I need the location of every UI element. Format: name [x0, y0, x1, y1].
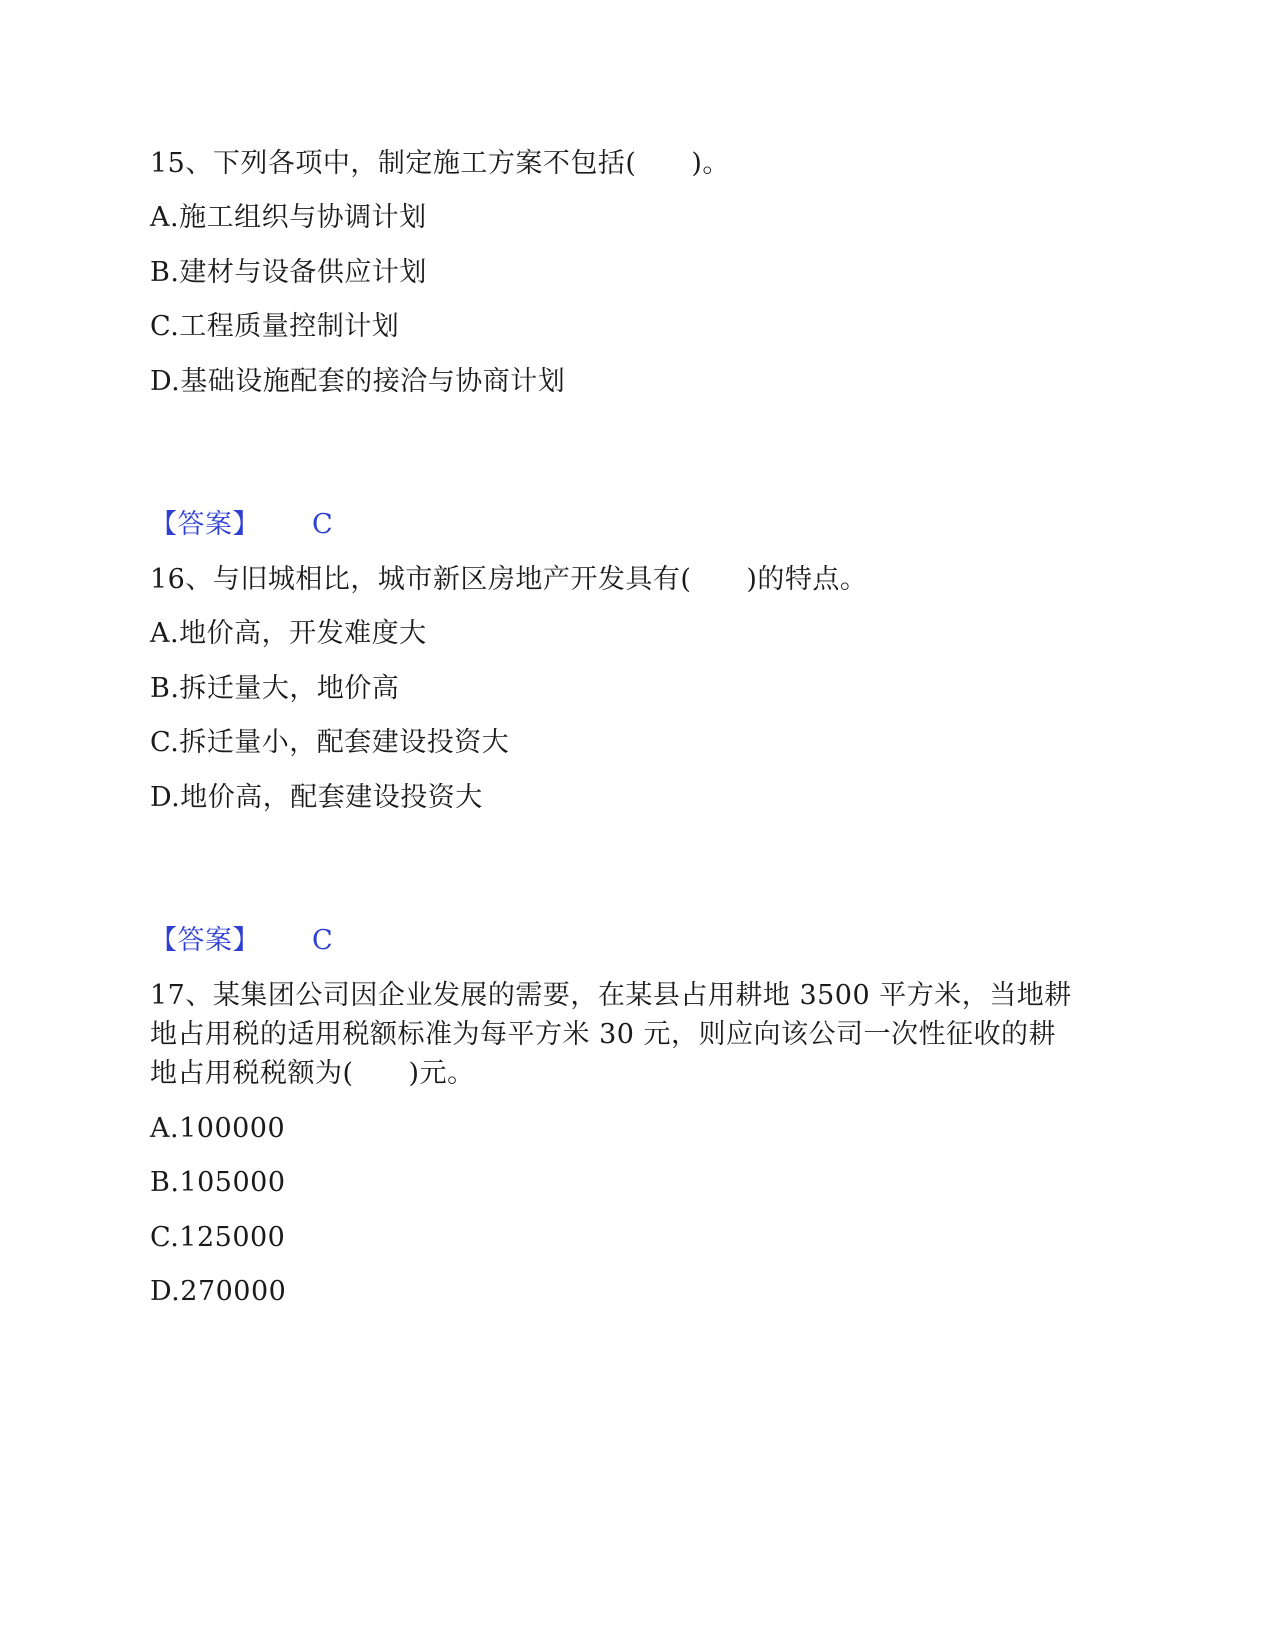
question-15-answer: [150, 505, 333, 545]
question-17-option-d: D.270000: [150, 1276, 287, 1307]
question-16-option-c: C.拆迁量小，配套建设投资大: [150, 727, 510, 758]
question-17-stem-line-2: 地占用税的适用税额标准为每平方米 30 元，则应向该公司一次性征收的耕: [150, 1019, 1057, 1050]
question-17-option-b: B.105000: [150, 1167, 286, 1198]
question-16-option-d: D.地价高，配套建设投资大: [150, 782, 483, 813]
question-16-stem: 16、与旧城相比，城市新区房地产开发具有( )的特点。: [150, 564, 868, 595]
question-15-option-b: B.建材与设备供应计划: [150, 257, 427, 288]
question-15-option-c: C.工程质量控制计划: [150, 311, 400, 342]
question-17-stem-line-1: 17、某集团公司因企业发展的需要，在某县占用耕地 3500 平方米，当地耕: [150, 980, 1072, 1011]
answer-label: 【答案】: [150, 509, 260, 540]
question-17-option-c: C.125000: [150, 1222, 286, 1253]
question-16-answer: [150, 921, 333, 961]
question-15-option-a: A.施工组织与协调计划: [150, 202, 427, 233]
answer-value: C: [312, 509, 334, 540]
question-17-option-a: A.100000: [150, 1113, 286, 1144]
question-16-option-b: B.拆迁量大，地价高: [150, 673, 400, 704]
question-15-option-d: D.基础设施配套的接洽与协商计划: [150, 366, 566, 397]
question-17-stem-line-3: 地占用税税额为( )元。: [150, 1058, 475, 1089]
question-16-option-a: A.地价高，开发难度大: [150, 618, 427, 649]
answer-label: 【答案】: [150, 925, 260, 956]
question-15-stem: 15、下列各项中，制定施工方案不包括( )。: [150, 148, 730, 179]
answer-value: C: [312, 925, 334, 956]
